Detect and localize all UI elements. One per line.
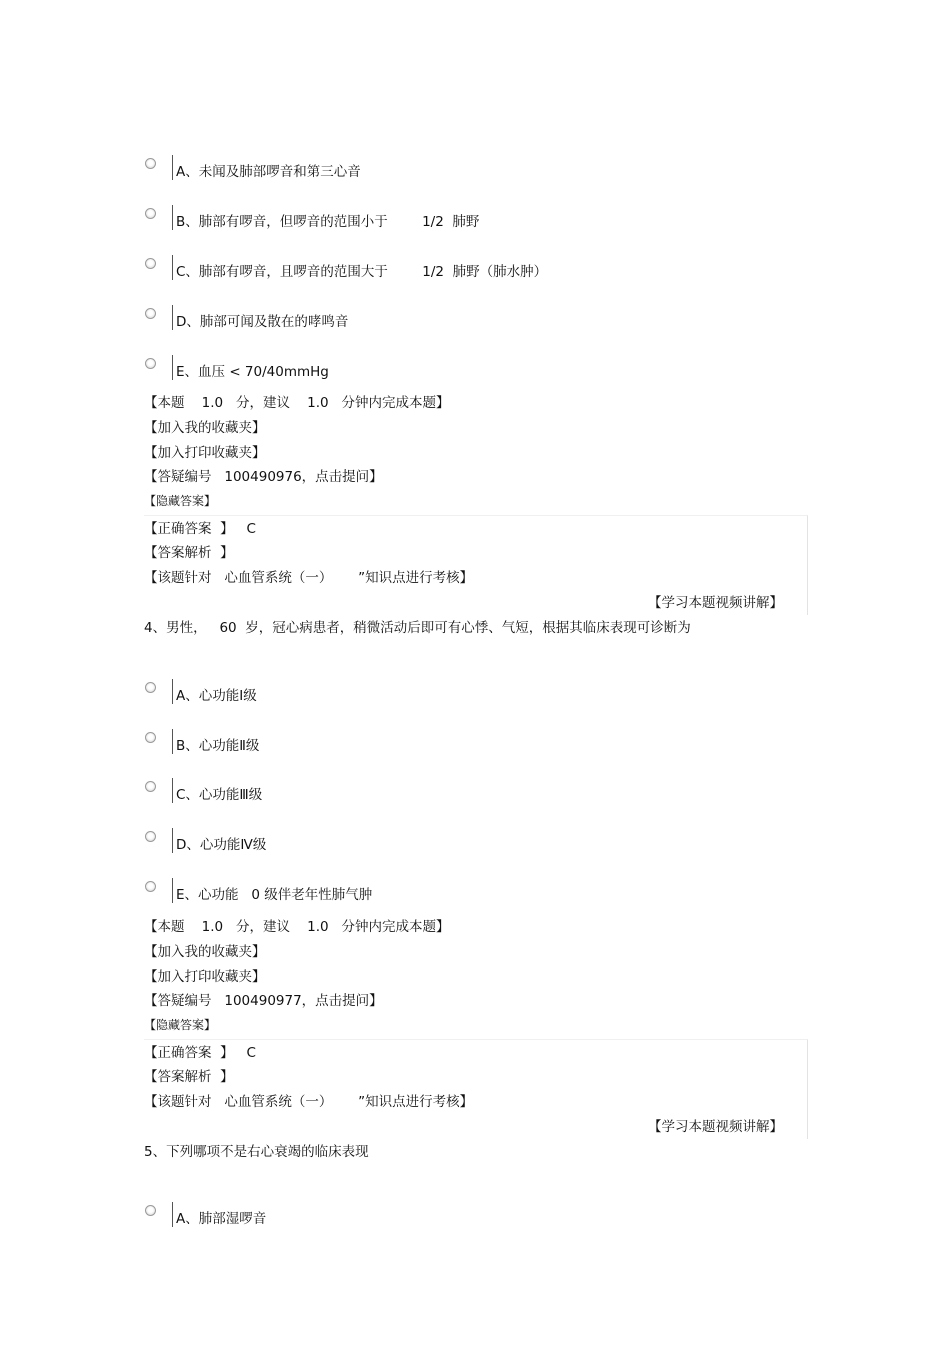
option-label: A、未闻及肺部啰音和第三心音 — [176, 164, 361, 180]
correct-answer: 【正确答案 】 C — [144, 521, 256, 537]
divider — [172, 679, 173, 704]
radio-button[interactable] — [145, 208, 156, 219]
option-label: E、心功能 0 级伴老年性肺气肿 — [176, 887, 373, 903]
correct-answer: 【正确答案 】 C — [144, 1045, 256, 1061]
divider — [172, 355, 173, 380]
option-d[interactable] — [0, 828, 700, 862]
radio-button[interactable] — [145, 158, 156, 169]
add-print-favorites-link[interactable]: 【加入打印收藏夹】 — [144, 969, 266, 985]
add-favorites-link[interactable]: 【加入我的收藏夹】 — [144, 420, 266, 436]
divider — [172, 305, 173, 330]
ask-question-link[interactable]: 【答疑编号 100490977，点击提问】 — [144, 993, 383, 1009]
knowledge-point: 【该题针对 心血管系统（一） ”知识点进行考核】 — [144, 570, 474, 586]
divider — [172, 255, 173, 280]
radio-button[interactable] — [145, 1205, 156, 1216]
answer-analysis: 【答案解析 】 — [144, 1069, 234, 1085]
divider — [172, 205, 173, 230]
radio-button[interactable] — [145, 781, 156, 792]
question-text: 4、男性， 60 岁，冠心病患者，稍微活动后即可有心悸、气短，根据其临床表现可诊断为 — [144, 620, 691, 636]
option-label: B、肺部有啰音，但啰音的范围小于 1/2 肺野 — [176, 214, 480, 230]
video-explanation-link[interactable]: 【学习本题视频讲解】 — [648, 1119, 783, 1135]
radio-button[interactable] — [145, 831, 156, 842]
answer-panel — [144, 515, 808, 615]
option-label: A、肺部湿啰音 — [176, 1211, 267, 1227]
option-a[interactable] — [0, 679, 700, 713]
option-a[interactable] — [0, 1202, 700, 1236]
option-label: E、血压 < 70/40mmHg — [176, 364, 329, 380]
answer-analysis: 【答案解析 】 — [144, 545, 234, 561]
option-a[interactable] — [0, 155, 700, 189]
video-explanation-link[interactable]: 【学习本题视频讲解】 — [648, 595, 783, 611]
divider — [172, 778, 173, 803]
divider — [172, 878, 173, 903]
option-d[interactable] — [0, 305, 700, 339]
option-c[interactable] — [0, 255, 700, 289]
knowledge-point: 【该题针对 心血管系统（一） ”知识点进行考核】 — [144, 1094, 474, 1110]
divider — [172, 155, 173, 180]
option-label: B、心功能Ⅱ级 — [176, 738, 260, 754]
option-e[interactable] — [0, 878, 700, 912]
add-print-favorites-link[interactable]: 【加入打印收藏夹】 — [144, 445, 266, 461]
option-b[interactable] — [0, 729, 700, 763]
question-text: 5、下列哪项不是右心衰竭的临床表现 — [144, 1144, 369, 1160]
radio-button[interactable] — [145, 732, 156, 743]
ask-question-link[interactable]: 【答疑编号 100490976，点击提问】 — [144, 469, 383, 485]
divider — [172, 729, 173, 754]
option-label: C、心功能Ⅲ级 — [176, 787, 263, 803]
option-c[interactable] — [0, 778, 700, 812]
score-info: 【本题 1.0 分，建议 1.0 分钟内完成本题】 — [144, 919, 450, 935]
hide-answer-link[interactable]: 【隐藏答案】 — [144, 494, 217, 508]
radio-button[interactable] — [145, 358, 156, 369]
divider — [172, 828, 173, 853]
score-info: 【本题 1.0 分，建议 1.0 分钟内完成本题】 — [144, 395, 450, 411]
option-b[interactable] — [0, 205, 700, 239]
option-label: A、心功能Ⅰ级 — [176, 688, 257, 704]
radio-button[interactable] — [145, 881, 156, 892]
radio-button[interactable] — [145, 682, 156, 693]
answer-panel — [144, 1039, 808, 1139]
option-e[interactable] — [0, 355, 700, 389]
radio-button[interactable] — [145, 308, 156, 319]
option-label: D、心功能Ⅳ级 — [176, 837, 267, 853]
add-favorites-link[interactable]: 【加入我的收藏夹】 — [144, 944, 266, 960]
option-label: D、肺部可闻及散在的哮鸣音 — [176, 314, 349, 330]
option-label: C、肺部有啰音，且啰音的范围大于 1/2 肺野（肺水肿） — [176, 264, 548, 280]
hide-answer-link[interactable]: 【隐藏答案】 — [144, 1018, 217, 1032]
radio-button[interactable] — [145, 258, 156, 269]
divider — [172, 1202, 173, 1227]
